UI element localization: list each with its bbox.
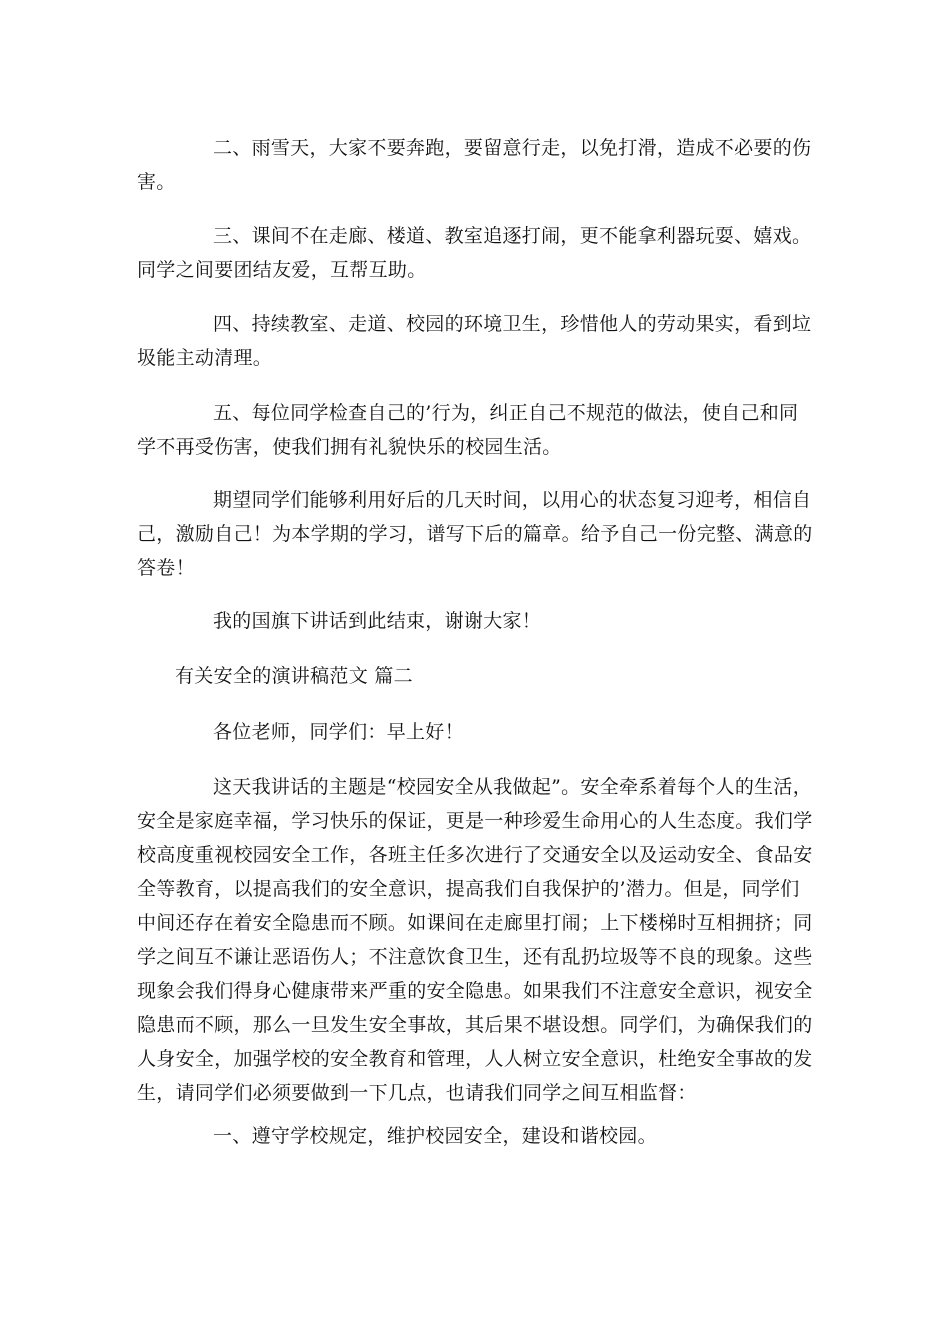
text-line: 安全是家庭幸福，学习快乐的保证，更是一种珍爱生命用心的人生态度。我们学	[137, 810, 813, 832]
paragraph-rain-snow	[137, 131, 813, 199]
text-line: 害。	[137, 171, 176, 193]
text-line: 圾能主动清理。	[137, 347, 273, 369]
paragraph-greeting	[137, 715, 813, 749]
paragraph-hygiene	[137, 307, 813, 375]
text-line: 生，请同学们必须要做到一下几点，也请我们同学之间互相监督：	[137, 1082, 697, 1104]
text-line: 期望同学们能够利用好后的几天时间，以用心的状态复习迎考，相信自	[213, 489, 812, 511]
paragraph-main-speech	[137, 770, 813, 1110]
text-line: 学之间互不谦让恶语伤人；不注意饮食卫生，还有乱扔垃圾等不良的现象。这些	[137, 946, 813, 968]
text-line: 我的国旗下讲话到此结束，谢谢大家！	[213, 610, 542, 632]
text-line: 校高度重视校园安全工作，各班主任多次进行了交通安全以及运动安全、食品安	[137, 844, 813, 866]
section-heading: 有关安全的演讲稿范文 篇二	[175, 665, 413, 687]
text-line: 四、持续教室、走道、校园的环境卫生，珍惜他人的劳动果实，看到垃	[213, 313, 812, 335]
text-line: 隐患而不顾，那么一旦发生安全事故，其后果不堪设想。同学们，为确保我们的	[137, 1014, 813, 1036]
text-line: 一、遵守学校规定，维护校园安全，建设和谐校园。	[213, 1125, 657, 1147]
text-line: 人身安全，加强学校的安全教育和管理，人人树立安全意识，杜绝安全事故的发	[137, 1048, 813, 1070]
text-line: 己，激励自己！为本学期的学习，谱写下后的篇章。给予自己一份完整、满意的	[137, 523, 813, 545]
text-line: 这天我讲话的主题是“校园安全从我做起”。安全牵系着每个人的生活，	[213, 776, 813, 798]
text-line: 二、雨雪天，大家不要奔跑，要留意行走，以免打滑，造成不必要的伤	[213, 137, 812, 159]
paragraph-hope	[137, 483, 813, 585]
text-line: 学不再受伤害，使我们拥有礼貌快乐的校园生活。	[137, 436, 562, 458]
text-line: 现象会我们得身心健康带来严重的安全隐患。如果我们不注意安全意识，视安全	[137, 980, 813, 1002]
paragraph-corridor	[137, 219, 813, 287]
text-line: 中间还存在着安全隐患而不顾。如课间在走廊里打闹；上下楼梯时互相拥挤；同	[137, 912, 813, 934]
text-line: 三、课间不在走廊、楼道、教室追逐打闹，更不能拿利器玩耍、嬉戏。	[213, 225, 812, 247]
paragraph-closing	[137, 604, 813, 638]
text-line: 同学之间要团结友爱，互帮互助。	[137, 259, 427, 281]
text-line: 答卷！	[137, 557, 195, 579]
paragraph-behavior	[137, 396, 813, 464]
text-line: 五、每位同学检查自己的’行为，纠正自己不规范的做法，使自己和同	[213, 402, 799, 424]
text-line: 全等教育，以提高我们的安全意识，提高我们自我保护的’潜力。但是，同学们	[137, 878, 800, 900]
paragraph-rule-one	[137, 1119, 813, 1153]
text-line: 各位老师，同学们：早上好！	[213, 721, 464, 743]
